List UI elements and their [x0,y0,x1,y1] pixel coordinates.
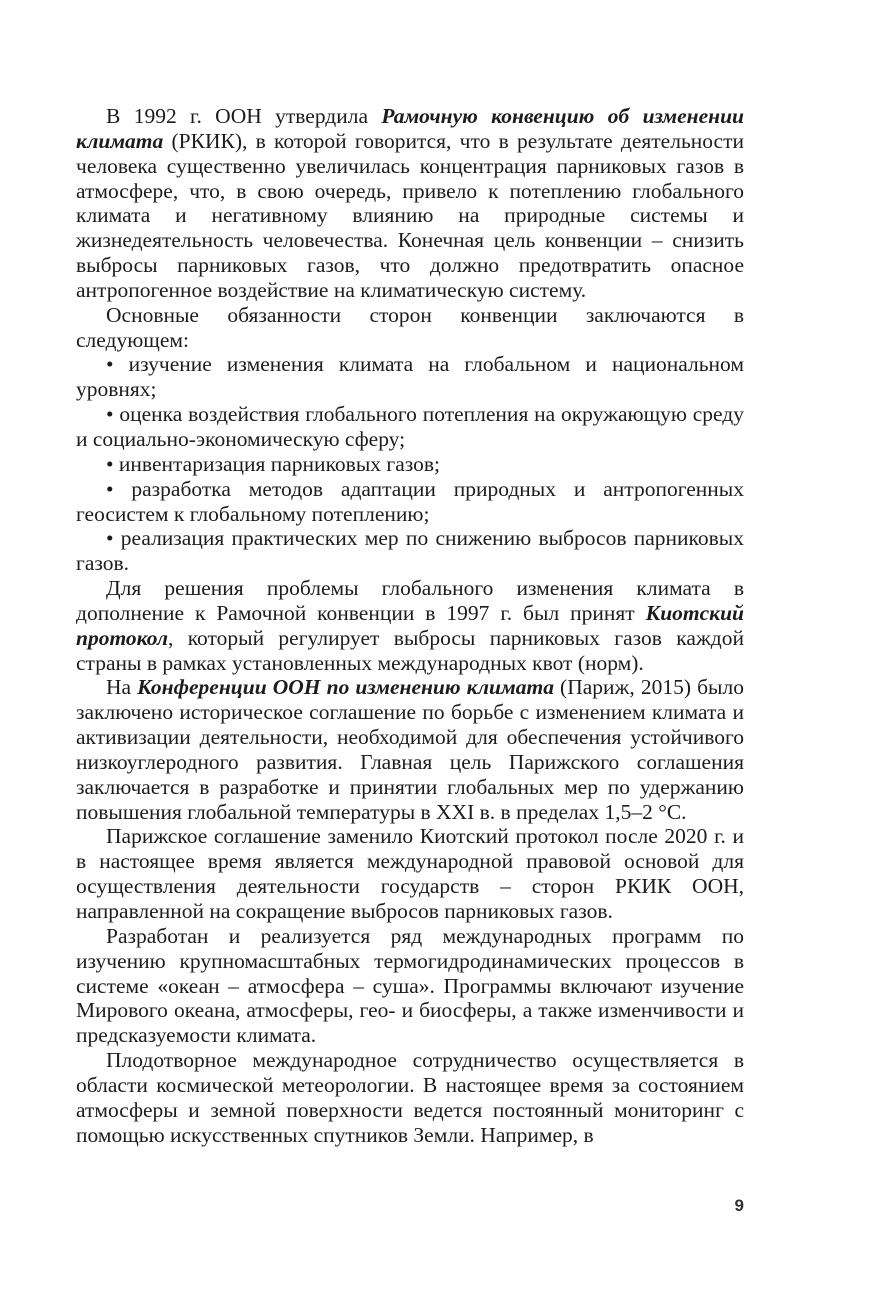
bullet-item: • инвентаризация парниковых газов; [106,451,440,476]
paragraph-programs: Разработан и реализуется ряд международных программ по изучению крупномасштабных термогидродинамических процессов в системе «океан – атмосфера – суша». Программы включают изучение Мирового океана, атмосферы, гео- и биосферы, а также изменчивости и предсказуемости климата. [76,923,744,1048]
paragraph-text: На [106,675,138,700]
bullet-item: • изучение изменения климата на глобальном и национальном уровнях; [76,352,744,402]
paragraph-rkik [76,104,744,303]
paragraph-paris-agreement: Парижское соглашение заменило Киотский протокол после 2020 г. и в настоящее время является международной правовой основой для осуществления деятельности государств – сторон РКИК ООН, направленной на сокращение выбросов парниковых газов. [76,824,744,923]
bullet-item: • оценка воздействия глобального потепления на окружающую среду и социально-экономическую сферу; [76,402,744,451]
bullet-item: • реализация практических мер по снижению выбросов парниковых газов. [76,526,744,576]
emphasis-kyoto: Киотский протокол [76,600,744,650]
paragraph-text: , который регулирует выбросы парниковых газов каждой страны в рамках установленных международных квот (норм). [76,625,744,675]
paragraph-kyoto [76,576,744,675]
paragraph-text: (РКИК), в которой говорится, что в результате деятельности человека существенно увеличилась концентрация парниковых газов в атмосфере, что, в свою очередь, привело к потеплению глобального климата и негативному влиянию на природные системы и жизнедеятельность человечества. Конечная цель конвенции – снизить выбросы парниковых газов, что должно предотвратить опасное антропогенное воздействие на климатическую систему. [76,128,744,302]
paragraph-text: Для решения проблемы глобального изменения климата в дополнение к Рамочной конвенции в 1997 г. был принят [76,576,744,625]
page-body [76,104,744,1147]
emphasis-rkik: Рамочную конвенцию об изменении климата [76,104,744,153]
paragraph-text: (Париж, 2015) было заключено историческое соглашение по борьбе с изменением климата и активизации деятельности, необходимой для обеспечения устойчивого низкоуглеродного развития. Главная цель Парижского соглашения заключается в разработке и принятии глобальных мер по удержанию повышения глобальной температуры в XXI в. в пределах 1,5–2 °С. [76,675,744,824]
paragraph-space-meteorology: Плодотворное международное сотрудничество осуществляется в области космической метеорологии. В настоящее время за состоянием атмосферы и земной поверхности ведется постоянный мониторинг с помощью искусственных спутников Земли. Например, в [76,1048,744,1147]
paragraph-text: В 1992 г. ООН утвердила [106,104,382,128]
bullet-item: • разработка методов адаптации природных и антропогенных геосистем к глобальному потеплению; [76,476,744,526]
emphasis-conference: Конференции ООН по изменению климата [137,675,554,700]
paragraph-paris-conference [76,675,744,824]
paragraph-obligations: Основные обязанности сторон конвенции заключаются в следующем: [76,302,744,352]
page-number: 9 [734,1196,744,1215]
